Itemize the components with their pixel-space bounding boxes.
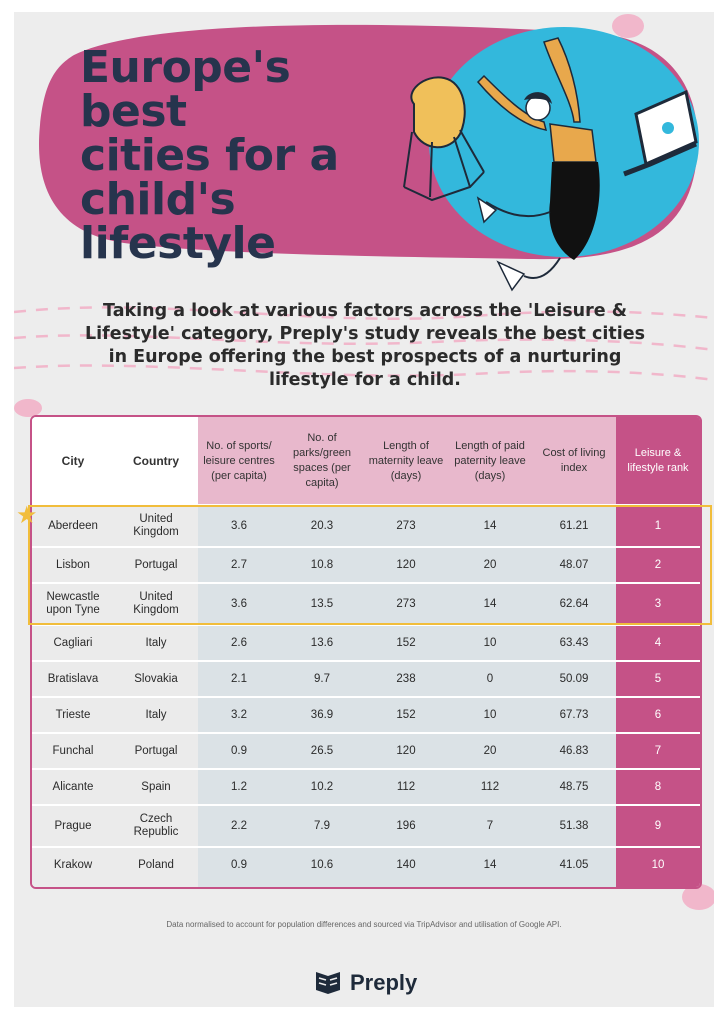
table-cell: 46.83 — [559, 744, 589, 757]
table-cell: 10 — [483, 636, 497, 649]
table-cell: 152 — [396, 636, 416, 649]
table-cell-rank: 9 — [654, 819, 662, 832]
table-cell: 67.73 — [559, 708, 589, 721]
table-cell-city: Funchal — [52, 744, 94, 757]
footnote: Data normalised to account for population differences and sourced via TripAdvisor and utilisation of Google API. — [166, 920, 562, 929]
table-header-cell: Country — [133, 453, 179, 468]
table-cell: 2.2 — [231, 819, 247, 832]
infographic-page — [14, 12, 714, 1007]
table-cell: 41.05 — [559, 858, 589, 871]
table-cell: 20.3 — [310, 519, 334, 532]
brand — [314, 968, 417, 998]
table-cell-rank: 8 — [654, 780, 662, 793]
table-cell: 120 — [396, 744, 416, 757]
table-cell: 10.8 — [310, 558, 334, 571]
rankings-table — [30, 415, 702, 889]
table-cell: 50.09 — [559, 672, 589, 685]
table-cell: 152 — [396, 708, 416, 721]
table-cell: 48.07 — [559, 558, 589, 571]
table-cell: 0 — [486, 672, 494, 685]
table-cell-rank: 10 — [651, 858, 665, 871]
table-cell: 61.21 — [559, 519, 589, 532]
table-cell: 13.6 — [310, 636, 334, 649]
table-cell: 62.64 — [559, 597, 589, 610]
table-cell: 48.75 — [559, 780, 589, 793]
table-cell: 20 — [483, 558, 497, 571]
table-cell-city: Cagliari — [53, 636, 93, 649]
table-cell: 10.6 — [310, 858, 334, 871]
table-cell: Italy — [145, 708, 167, 721]
table-cell: 9.7 — [314, 672, 330, 685]
table-cell: 26.5 — [310, 744, 334, 757]
table-header-cell: No. of parks/green spaces (per capita) — [292, 432, 352, 489]
intro-text: Taking a look at various factors across the 'Leisure & Lifestyle' category, Preply's study reveals the best cities in Europe offering the best prospects of a nurturing lifestyle for a child. — [84, 301, 646, 390]
table-cell-city: Prague — [54, 819, 92, 832]
table-cell: 112 — [480, 780, 500, 793]
table-cell: 0.9 — [231, 744, 247, 757]
woman-dancing-illustration — [374, 12, 704, 292]
table-cell: 51.38 — [559, 819, 589, 832]
table-cell-rank: 1 — [654, 519, 662, 532]
table-cell-city: Bratislava — [47, 672, 99, 685]
table-cell-rank: 2 — [654, 558, 662, 571]
table-cell: United Kingdom — [133, 513, 179, 538]
table-cell-rank: 4 — [654, 636, 662, 649]
table-cell-city: Krakow — [53, 858, 93, 871]
table-cell-rank: 5 — [654, 672, 662, 685]
table-cell-rank: 3 — [654, 597, 662, 610]
table-cell: United Kingdom — [133, 591, 179, 616]
table-cell-rank: 7 — [654, 744, 662, 757]
table-cell-city: Newcastle upon Tyne — [46, 591, 100, 616]
table-cell: 7 — [486, 819, 494, 832]
table-cell: 273 — [396, 519, 416, 532]
table-cell: 10 — [483, 708, 497, 721]
table-header-cell: City — [61, 453, 85, 468]
table-header-cell: Length of maternity leave (days) — [368, 439, 444, 482]
table-cell: Poland — [138, 858, 174, 871]
table-cell: 63.43 — [559, 636, 589, 649]
table-header-cell: Cost of living index — [542, 447, 606, 474]
table-cell: 14 — [483, 858, 497, 871]
table-cell: 140 — [396, 858, 416, 871]
table-header-cell: Leisure & lifestyle rank — [627, 447, 689, 474]
table-cell: 13.5 — [310, 597, 334, 610]
table-cell: 3.2 — [231, 708, 247, 721]
star-icon: ★ — [16, 502, 38, 529]
preply-logo-icon — [314, 970, 342, 996]
table-cell: Italy — [145, 636, 167, 649]
page-title: Europe's best cities for a child's lifestyle — [80, 42, 339, 269]
table-cell-city: Aberdeen — [48, 519, 98, 532]
table-cell: 1.2 — [231, 780, 247, 793]
table-cell: 196 — [396, 819, 416, 832]
table-cell: 0.9 — [231, 858, 247, 871]
table-cell: Portugal — [134, 558, 178, 571]
table-header-cell: No. of sports/ leisure centres (per capita) — [203, 439, 275, 482]
table-cell: 14 — [483, 597, 497, 610]
table-cell-rank: 6 — [654, 708, 662, 721]
table-cell: 3.6 — [231, 519, 247, 532]
table-cell: 14 — [483, 519, 497, 532]
table-cell: Portugal — [134, 744, 178, 757]
table-cell: 36.9 — [310, 708, 334, 721]
table-cell: 112 — [396, 780, 416, 793]
table-cell: 273 — [396, 597, 416, 610]
table-cell-city: Alicante — [52, 780, 94, 793]
table-cell-city: Trieste — [55, 708, 91, 721]
table-cell: 7.9 — [314, 819, 330, 832]
table-cell: 3.6 — [231, 597, 247, 610]
table-cell: Spain — [141, 780, 171, 793]
table-cell: Czech Republic — [133, 813, 179, 838]
table-cell: 2.7 — [231, 558, 247, 571]
table-cell: 2.6 — [231, 636, 247, 649]
table-cell: 20 — [483, 744, 497, 757]
table-cell-city: Lisbon — [56, 558, 90, 571]
table-cell: 238 — [396, 672, 416, 685]
table-header-cell: Length of paid paternity leave (days) — [454, 439, 526, 482]
table-cell: 10.2 — [310, 780, 334, 793]
table-cell: 2.1 — [231, 672, 247, 685]
table-cell: Slovakia — [134, 672, 178, 685]
brand-name: Preply — [350, 970, 418, 995]
table-cell: 120 — [396, 558, 416, 571]
